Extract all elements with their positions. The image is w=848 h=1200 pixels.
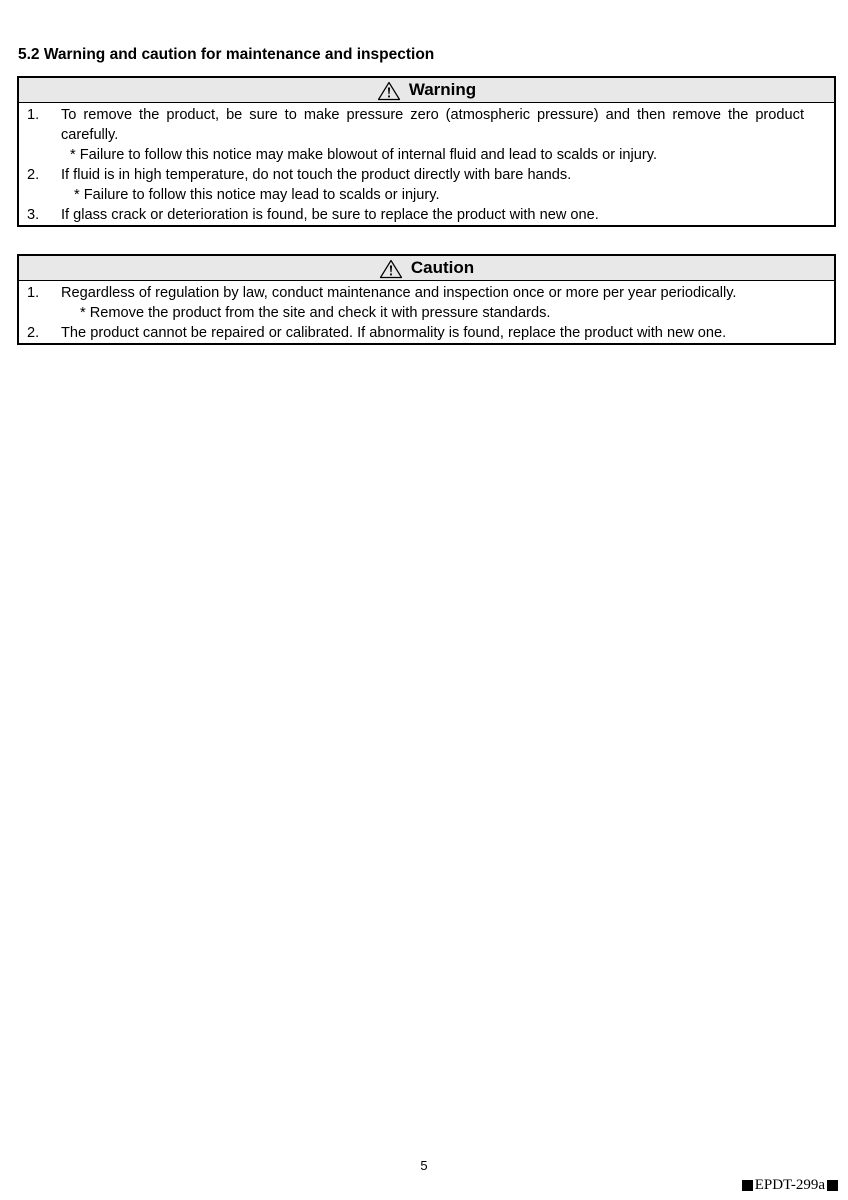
item-number: 1. xyxy=(27,285,40,301)
item-number: 3. xyxy=(27,207,40,223)
caution-box xyxy=(17,254,836,345)
document-code-text: EPDT-299a xyxy=(754,1177,825,1193)
caution-header xyxy=(19,256,834,281)
warning-item-2 xyxy=(19,165,834,185)
square-bullet-icon xyxy=(827,1180,838,1191)
item-text: Regardless of regulation by law, conduct maintenance and inspection once or more per year periodically. xyxy=(61,285,737,301)
page-number: 5 xyxy=(420,1158,428,1173)
caution-item-1 xyxy=(19,283,834,303)
warning-note-1: * Failure to follow this notice may make blowout of internal fluid and lead to scalds or injury. xyxy=(70,147,658,163)
item-text: The product cannot be repaired or calibrated. If abnormality is found, replace the product with new one. xyxy=(61,325,727,341)
item-text: If fluid is in high temperature, do not touch the product directly with bare hands. xyxy=(61,167,572,183)
warning-triangle-icon xyxy=(377,81,401,101)
warning-item-1 xyxy=(19,105,834,145)
warning-item-3 xyxy=(19,205,834,225)
section-title: 5.2 Warning and caution for maintenance and inspection xyxy=(18,46,435,63)
item-text: If glass crack or deterioration is found, be sure to replace the product with new one. xyxy=(61,207,599,223)
item-number: 2. xyxy=(27,325,40,341)
item-text: To remove the product, be sure to make pressure zero (atmospheric pressure) and then remove the product carefully. xyxy=(61,107,804,143)
caution-note-1: * Remove the product from the site and check it with pressure standards. xyxy=(80,305,551,321)
warning-header xyxy=(19,78,834,103)
caution-title: Caution xyxy=(410,258,475,277)
warning-triangle-icon xyxy=(379,259,403,279)
caution-item-2 xyxy=(19,323,834,343)
document-code xyxy=(742,1177,838,1194)
warning-title: Warning xyxy=(408,80,477,99)
item-number: 2. xyxy=(27,167,40,183)
square-bullet-icon xyxy=(742,1180,753,1191)
warning-note-2: * Failure to follow this notice may lead to scalds or injury. xyxy=(74,187,440,203)
item-number: 1. xyxy=(27,107,40,123)
warning-box xyxy=(17,76,836,227)
